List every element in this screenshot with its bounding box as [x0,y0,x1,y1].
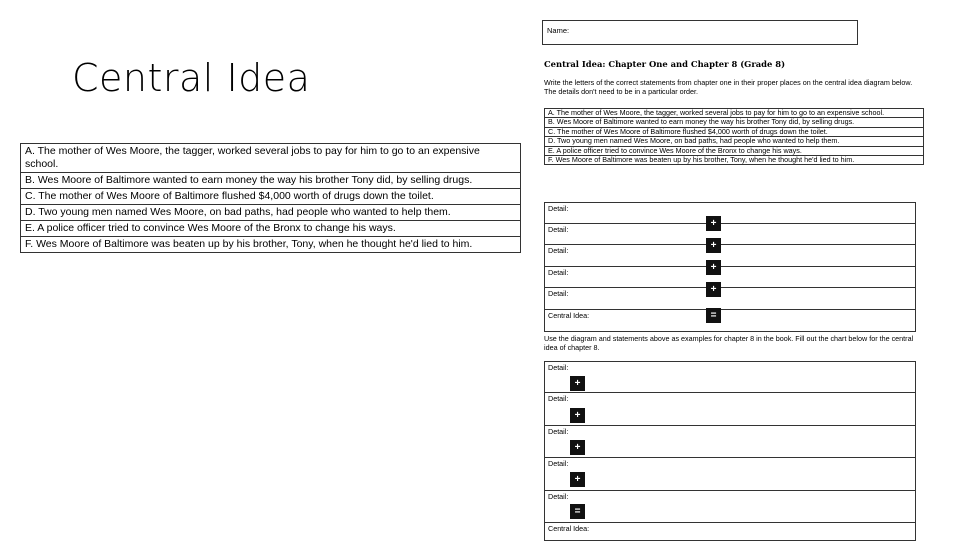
detail-row [544,393,916,425]
ws-statement-e: E. A police officer tried to convince Wes Moore of the Bronx to change his ways. [545,146,924,155]
worksheet-instructions: Write the letters of the correct statements from chapter one in their proper places on the central idea diagram below. The details don't need to be in a particular order. [544,78,913,96]
statement-a: A. The mother of Wes Moore, the tagger, worked several jobs to pay for him to go to an expensive school. [21,144,521,173]
detail-label: Detail: [548,289,569,299]
statement-c: C. The mother of Wes Moore of Baltimore flushed $4,000 worth of drugs down the toilet. [21,189,521,205]
central-idea-row [544,310,916,332]
chapter-eight-diagram [544,361,916,541]
detail-label: Detail: [548,224,569,234]
central-idea-label: Central Idea: [548,310,590,320]
equals-icon: = [570,504,585,519]
statements-table [20,143,521,253]
plus-icon: + [706,216,721,231]
plus-icon: + [570,440,585,455]
plus-icon: + [570,408,585,423]
plus-icon: + [706,238,721,253]
statement-d: D. Two young men named Wes Moore, on bad paths, had people who wanted to help them. [21,205,521,221]
worksheet-image [540,18,922,540]
central-idea-row [544,523,916,541]
plus-icon: + [570,472,585,487]
ws-statement-d: D. Two young men named Wes Moore, on bad paths, had people who wanted to help them. [545,137,924,146]
statement-b: B. Wes Moore of Baltimore wanted to earn money the way his brother Tony did, by selling drugs. [21,173,521,189]
detail-row [544,491,916,523]
detail-label: Detail: [548,394,569,404]
plus-icon: + [570,376,585,391]
chapter-one-diagram [544,202,916,332]
ws-statement-a: A. The mother of Wes Moore, the tagger, worked several jobs to pay for him to go to an expensive school. [545,109,924,118]
ws-statement-b: B. Wes Moore of Baltimore wanted to earn money the way his brother Tony did, by selling drugs. [545,118,924,127]
table-row [545,118,924,127]
worksheet-title: Central Idea: Chapter One and Chapter 8 (Grade 8) [544,59,786,69]
slide-title: Central Idea [72,56,311,100]
ws-statement-f: F. Wes Moore of Baltimore was beaten up by his brother, Tony, when he thought he'd lied to him. [545,156,924,165]
plus-icon: + [706,260,721,275]
statement-e: E. A police officer tried to convince Wes Moore of the Bronx to change his ways. [21,221,521,237]
table-row [21,173,521,189]
detail-row [544,288,916,310]
detail-label: Detail: [548,459,569,469]
detail-label: Detail: [548,363,569,372]
detail-label: Detail: [548,204,569,213]
statement-f: F. Wes Moore of Baltimore was beaten up by his brother, Tony, when he thought he'd lied to him. [21,237,521,253]
name-label: Name: [547,26,570,35]
detail-row [544,202,916,224]
detail-row [544,361,916,393]
detail-label: Detail: [548,491,569,501]
detail-row [544,267,916,289]
detail-row [544,224,916,246]
table-row [21,237,521,253]
table-row [21,221,521,237]
ws-statement-c: C. The mother of Wes Moore of Baltimore flushed $4,000 worth of drugs down the toilet. [545,127,924,136]
equals-icon: = [706,308,721,323]
name-field [542,20,858,45]
worksheet-instructions-2: Use the diagram and statements above as examples for chapter 8 in the book. Fill out the chart below for the central idea of chapter 8. [544,334,914,352]
central-idea-label: Central Idea: [548,523,590,533]
table-row [545,156,924,165]
detail-row [544,245,916,267]
detail-row [544,458,916,490]
detail-label: Detail: [548,426,569,436]
table-row [21,144,521,173]
table-row [545,137,924,146]
plus-icon: + [706,282,721,297]
worksheet-statements-table [544,108,924,165]
detail-label: Detail: [548,246,569,256]
table-row [21,205,521,221]
detail-row [544,426,916,458]
detail-label: Detail: [548,267,569,277]
table-row [21,189,521,205]
